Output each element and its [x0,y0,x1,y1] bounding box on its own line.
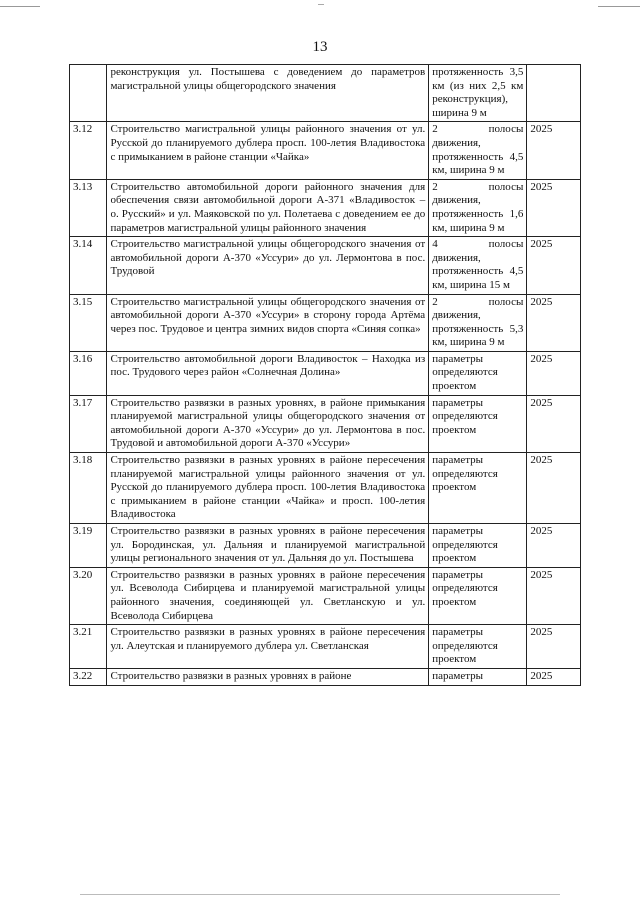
row-description: Строительство развязки в разных уровнях в районе пересечения планируемой магистральной улицы районного значения от ул. Русской до планируемого дублера просп. 100-летия Владивостока с примыканием в районе станции «Чайка» и просп. 100-летия Владивостока [107,453,429,524]
row-year: 2025 [527,625,581,669]
table-row [70,453,581,524]
row-description: Строительство автомобильной дороги районного значения для обеспечения связи автомобильной дороги А-371 «Владивосток – о. Русский» и ул. Маяковской по ул. Полетаева с доведением ее до параметров магистральной улицы районного значения [107,179,429,236]
row-number: 3.20 [70,567,107,624]
table-row [70,351,581,395]
table-row [70,294,581,351]
row-description: Строительство развязки в разных уровнях в районе [107,668,429,685]
row-number: 3.17 [70,395,107,452]
row-year: 2025 [527,524,581,568]
table-row [70,567,581,624]
row-parameters: 2 полосы движения, протяженность 5,3 км, ширина 9 м [429,294,527,351]
table-row [70,524,581,568]
construction-schedule-table [69,64,581,686]
row-parameters: параметры определяются проектом [429,625,527,669]
row-parameters: 2 полосы движения, протяженность 1,6 км, ширина 9 м [429,179,527,236]
row-parameters: 2 полосы движения, протяженность 4,5 км, ширина 9 м [429,122,527,179]
row-number [70,65,107,122]
row-number: 3.21 [70,625,107,669]
row-number: 3.12 [70,122,107,179]
row-year: 2025 [527,668,581,685]
table-row [70,122,581,179]
row-number: 3.14 [70,237,107,294]
top-left-rule [0,6,40,7]
row-year: 2025 [527,237,581,294]
table-row [70,237,581,294]
row-description: Строительство магистральной улицы общегородского значения от автомобильной дороги А-370 «Уссури» до ул. Лермонтова в пос. Трудовой [107,237,429,294]
row-number: 3.22 [70,668,107,685]
row-description: Строительство развязки в разных уровнях в районе пересечения ул. Алеутская и планируемого дублера ул. Светланская [107,625,429,669]
row-year: 2025 [527,567,581,624]
row-year: 2025 [527,122,581,179]
row-description: реконструкция ул. Постышева с доведением до параметров магистральной улицы общегородского значения [107,65,429,122]
page-number: 13 [312,39,328,55]
bottom-rule [80,894,560,895]
row-year: 2025 [527,395,581,452]
row-year [527,65,581,122]
row-description: Строительство магистральной улицы районного значения от ул. Русской до планируемого дублера просп. 100-летия Владивостока с примыканием в районе станции «Чайка» [107,122,429,179]
row-description: Строительство магистральной улицы общегородского значения от автомобильной дороги А-370 «Уссури» в сторону города Артёма через пос. Трудовое и центра зимних видов спорта «Синяя сопка» [107,294,429,351]
row-parameters: протяженность 3,5 км (из них 2,5 км реконструкция), ширина 9 м [429,65,527,122]
row-number: 3.19 [70,524,107,568]
table-row [70,65,581,122]
row-number: 3.13 [70,179,107,236]
table-row [70,668,581,685]
row-year: 2025 [527,179,581,236]
top-center-mark [318,4,324,5]
row-parameters: параметры определяются проектом [429,453,527,524]
row-description: Строительство развязки в разных уровнях в районе пересечения ул. Всеволода Сибирцева и планируемой магистральной улицы районного значения, соединяющей ул. Светланскую и ул. Всеволода Сибирцева [107,567,429,624]
table-row [70,625,581,669]
row-year: 2025 [527,453,581,524]
row-parameters: параметры [429,668,527,685]
table-row [70,179,581,236]
row-parameters: параметры определяются проектом [429,567,527,624]
table-row [70,395,581,452]
row-parameters: параметры определяются проектом [429,524,527,568]
row-number: 3.15 [70,294,107,351]
row-year: 2025 [527,351,581,395]
top-right-rule [598,6,640,7]
row-parameters: 4 полосы движения, протяженность 4,5 км, ширина 15 м [429,237,527,294]
row-number: 3.16 [70,351,107,395]
row-parameters: параметры определяются проектом [429,395,527,452]
row-description: Строительство развязки в разных уровнях, в районе примыкания планируемой магистральной улицы общегородского значения от автомобильной дороги А-370 «Уссури» до ул. Лермонтова в пос. Трудовой и автомобильной дороги А-370 «Уссури» [107,395,429,452]
row-description: Строительство автомобильной дороги Владивосток – Находка из пос. Трудового через район «Солнечная Долина» [107,351,429,395]
row-parameters: параметры определяются проектом [429,351,527,395]
row-number: 3.18 [70,453,107,524]
row-description: Строительство развязки в разных уровнях в районе пересечения ул. Бородинская, ул. Дальняя и планируемой магистральной улицы регионального значения от ул. Дальняя до ул. Постышева [107,524,429,568]
row-year: 2025 [527,294,581,351]
